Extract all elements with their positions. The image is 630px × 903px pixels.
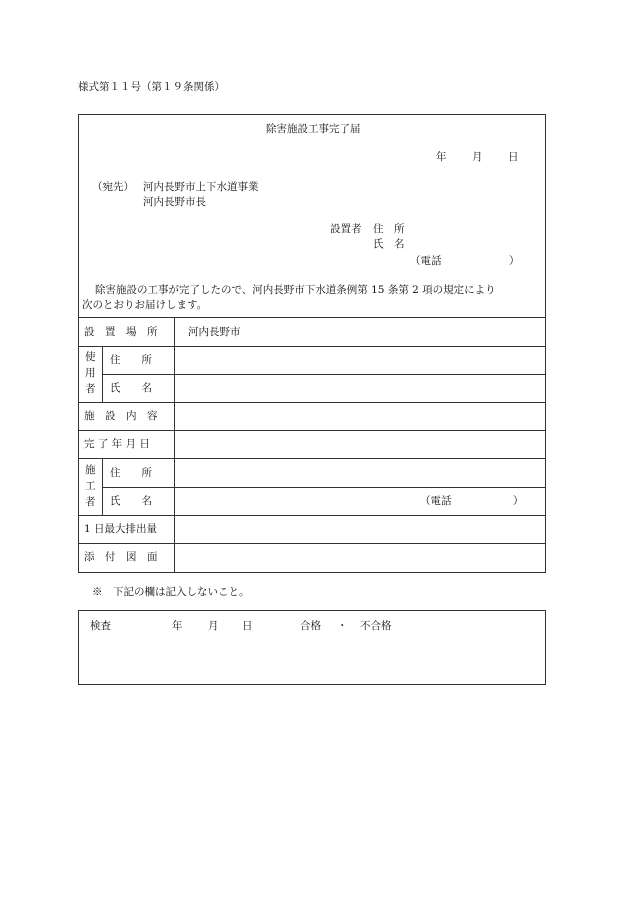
location-label: 設 置 場 所 [84,326,158,338]
row-divider [78,346,546,347]
addressee-line2: 河内長野市長 [143,196,206,208]
submitter-phone-open: （電話 [410,255,442,267]
inspection-day: 日 [242,620,253,632]
group-column-divider [102,346,103,402]
contractor-group-char: 施 [85,464,96,476]
row-divider [78,317,546,318]
row-divider [102,374,546,375]
row-divider [78,430,546,431]
inspection-year: 年 [172,620,183,632]
inspection-dot: ・ [337,620,348,632]
contractor-address-label: 住 所 [110,467,152,479]
user-group-char: 用 [85,367,96,379]
label-column-divider [174,317,175,573]
submitter-label: 設置者 [330,223,362,235]
form-number: 様式第１１号（第１９条関係） [78,81,225,93]
contractor-phone-close: ） [513,495,524,507]
date-year: 年 [436,151,447,163]
addressee-prefix: （宛先） [92,181,134,193]
addressee-line1: 河内長野市上下水道事業 [143,181,259,193]
contractor-phone-open: （電話 [420,495,452,507]
user-group-char: 使 [85,351,96,363]
date-month: 月 [472,151,483,163]
contractor-name-label: 氏 名 [110,495,152,507]
body-text-line1: 除害施設の工事が完了したので、河内長野市下水道条例第 15 条第 2 項の規定により [95,284,496,296]
row-divider [78,458,546,459]
facility-label: 施 設 内 容 [84,410,158,422]
office-use-note: ※ 下記の欄は記入しないこと。 [92,586,250,598]
submitter-name-label: 氏 名 [373,238,405,250]
location-value: 河内長野市 [188,326,241,338]
submitter-address-label: 住 所 [373,223,405,235]
group-column-divider [102,458,103,515]
inspection-fail: 不合格 [360,620,392,632]
row-divider [102,487,546,488]
row-divider [78,543,546,544]
row-divider [78,402,546,403]
contractor-group-char: 者 [85,496,96,508]
body-text-line2: 次のとおりお届けします。 [82,299,208,311]
submitter-phone-close: ） [509,255,520,267]
form-title: 除害施設工事完了届 [266,123,361,135]
user-address-label: 住 所 [110,354,152,366]
completion-date-label: 完 了 年 月 日 [84,438,150,450]
row-divider [78,515,546,516]
user-name-label: 氏 名 [110,382,152,394]
user-group-char: 者 [85,383,96,395]
inspection-month: 月 [208,620,219,632]
max-discharge-label: 1 日最大排出量 [84,523,158,535]
inspection-label: 検査 [90,620,111,632]
contractor-group-char: 工 [85,480,96,492]
date-day: 日 [508,151,519,163]
attachments-label: 添 付 図 面 [84,551,158,563]
inspection-pass: 合格 [300,620,321,632]
